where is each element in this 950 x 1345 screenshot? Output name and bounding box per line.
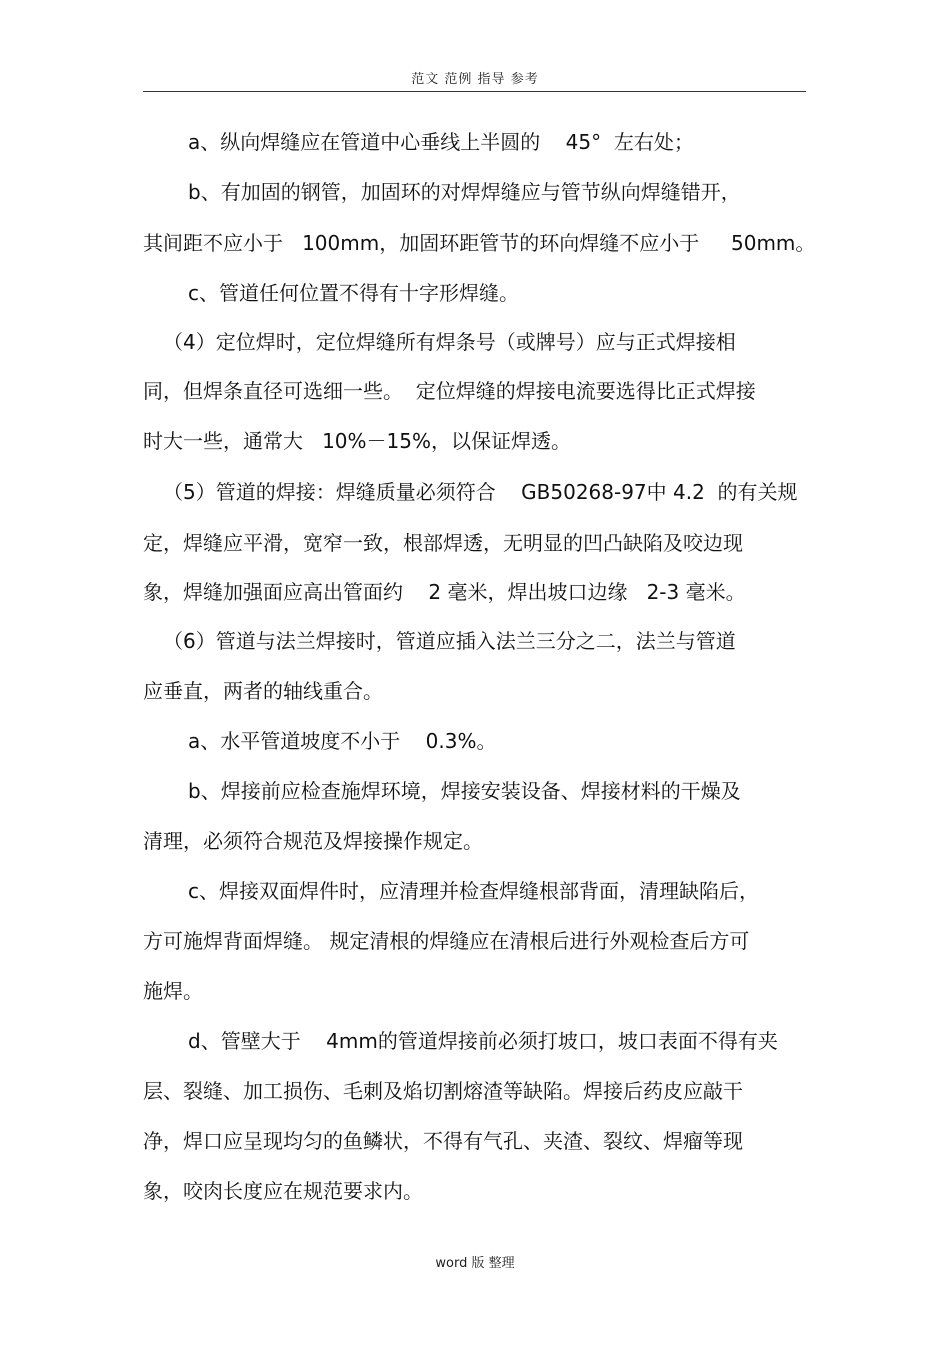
- paragraph-line: （4）定位焊时，定位焊缝所有焊条号（或牌号）应与正式焊接相: [163, 330, 736, 354]
- paragraph-line: 同，但焊条直径可选细一些。 定位焊缝的焊接电流要选得比正式焊接: [143, 379, 756, 403]
- paragraph-line: 层、裂缝、加工损伤、毛刺及焰切割熔渣等缺陷。焊接后药皮应敲干: [143, 1079, 743, 1103]
- paragraph-line: 方可施焊背面焊缝。 规定清根的焊缝应在清根后进行外观检查后方可: [143, 929, 750, 953]
- paragraph-line: 象，焊缝加强面应高出管面约 2 毫米，焊出坡口边缘 2-3 毫米。: [143, 580, 746, 604]
- paragraph-line: b、焊接前应检查施焊环境，焊接安装设备、焊接材料的干燥及: [188, 779, 741, 803]
- page-footer: word 版 整理: [435, 1256, 515, 1271]
- paragraph-line: 清理，必须符合规范及焊接操作规定。: [143, 829, 483, 853]
- paragraph-line: c、管道任何位置不得有十字形焊缝。: [188, 281, 519, 305]
- paragraph-line: d、管壁大于 4mm的管道焊接前必须打坡口，坡口表面不得有夹: [188, 1029, 778, 1053]
- paragraph-line: a、纵向焊缝应在管道中心垂线上半圆的 45° 左右处；: [188, 130, 694, 154]
- paragraph-line: 其间距不应小于 100mm，加固环距管节的环向焊缝不应小于 50mm。: [143, 231, 816, 255]
- paragraph-line: 定，焊缝应平滑，宽窄一致，根部焊透，无明显的凹凸缺陷及咬边现: [143, 531, 743, 555]
- paragraph-line: c、焊接双面焊件时，应清理并检查焊缝根部背面，清理缺陷后，: [188, 879, 759, 903]
- paragraph-line: 象，咬肉长度应在规范要求内。: [143, 1179, 423, 1203]
- paragraph-line: 应垂直，两者的轴线重合。: [143, 679, 383, 703]
- paragraph-line: （6）管道与法兰焊接时，管道应插入法兰三分之二，法兰与管道: [163, 629, 736, 653]
- header-rule: [143, 91, 806, 92]
- paragraph-line: a、水平管道坡度不小于 0.3%。: [188, 729, 497, 753]
- paragraph-line: （5）管道的焊接：焊缝质量必须符合 GB50268-97中 4.2 的有关规: [163, 480, 798, 504]
- paragraph-line: 净，焊口应呈现均匀的鱼鳞状，不得有气孔、夹渣、裂纹、焊瘤等现: [143, 1129, 743, 1153]
- paragraph-line: 施焊。: [143, 979, 203, 1003]
- page-header: 范文 范例 指导 参考: [411, 72, 539, 87]
- paragraph-line: b、有加固的钢管，加固环的对焊焊缝应与管节纵向焊缝错开，: [188, 180, 741, 204]
- paragraph-line: 时大一些，通常大 10%－15%，以保证焊透。: [143, 429, 571, 453]
